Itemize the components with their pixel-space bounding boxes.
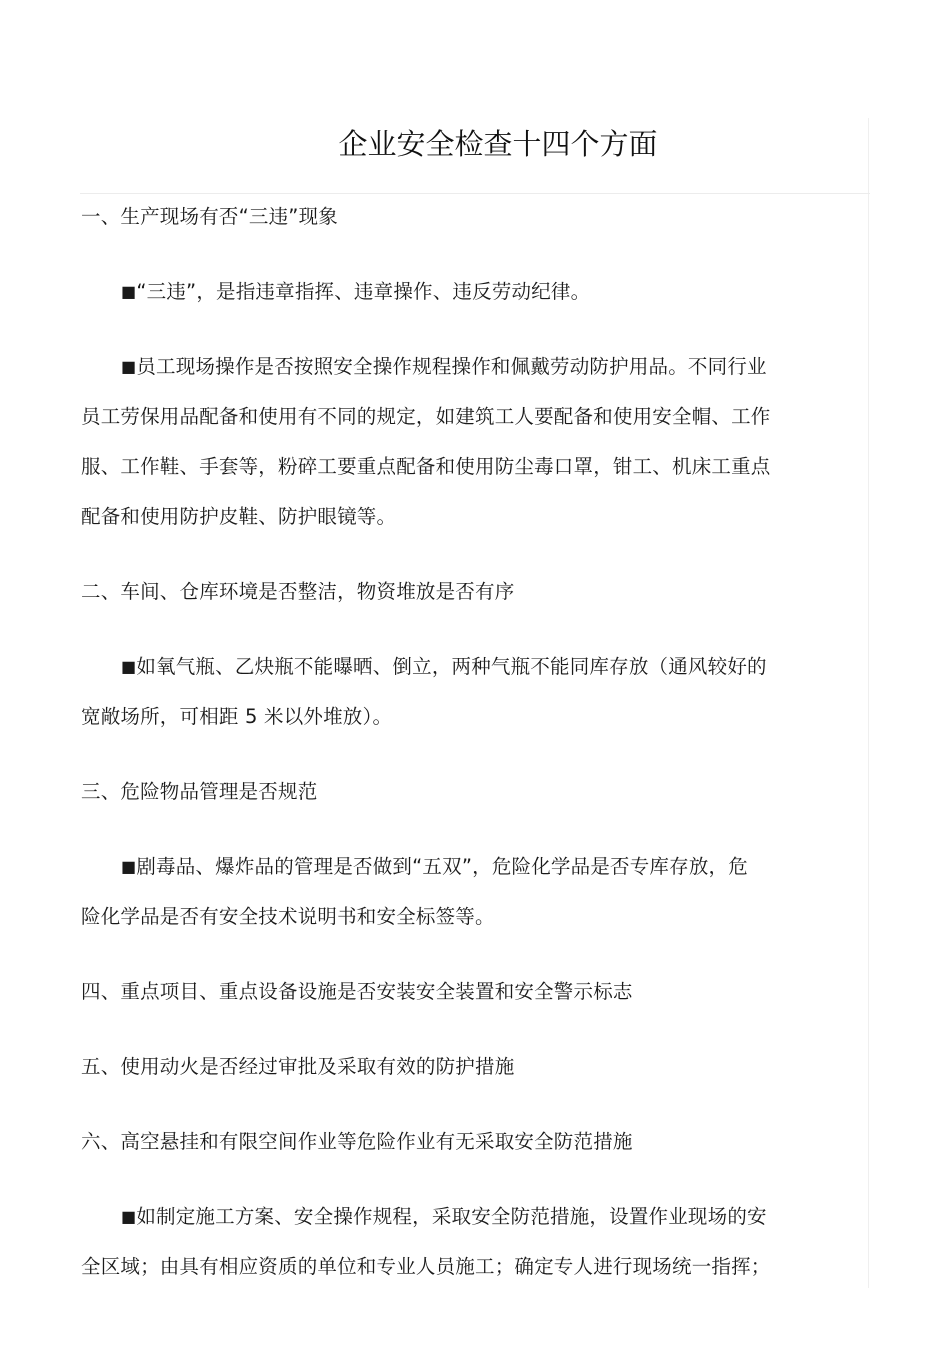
paragraph-line: ■剧毒品、爆炸品的管理是否做到“五双”，危险化学品是否专库存放，危 bbox=[121, 855, 748, 878]
section-heading-5: 五、使用动火是否经过审批及采取有效的防护措施 bbox=[81, 1055, 515, 1078]
paragraph-line: 宽敞场所，可相距 5 米以外堆放）。 bbox=[81, 705, 393, 728]
document-title: 企业安全检查十四个方面 bbox=[338, 127, 658, 161]
section-heading-4: 四、重点项目、重点设备设施是否安装安全装置和安全警示标志 bbox=[81, 980, 633, 1003]
paragraph-line: ■员工现场操作是否按照安全操作规程操作和佩戴劳动防护用品。不同行业 bbox=[121, 355, 767, 378]
paragraph-line: 员工劳保用品配备和使用有不同的规定，如建筑工人要配备和使用安全帽、工作 bbox=[81, 405, 771, 428]
paragraph-line: ■如氧气瓶、乙炔瓶不能曝晒、倒立，两种气瓶不能同库存放（通风较好的 bbox=[121, 655, 767, 678]
paragraph-line: 配备和使用防护皮鞋、防护眼镜等。 bbox=[81, 505, 397, 528]
paragraph-line: ■“三违”，是指违章指挥、违章操作、违反劳动纪律。 bbox=[121, 280, 591, 303]
square-bullet-icon: ■ bbox=[121, 657, 137, 676]
section-heading-3: 三、危险物品管理是否规范 bbox=[81, 780, 318, 803]
square-bullet-icon: ■ bbox=[121, 282, 137, 301]
section-heading-1: 一、生产现场有否“三违”现象 bbox=[81, 205, 339, 228]
square-bullet-icon: ■ bbox=[121, 357, 137, 376]
section-heading-2: 二、车间、仓库环境是否整洁，物资堆放是否有序 bbox=[81, 580, 515, 603]
document-body bbox=[81, 192, 817, 1292]
square-bullet-icon: ■ bbox=[121, 1207, 137, 1226]
paragraph-line: ■如制定施工方案、安全操作规程，采取安全防范措施，设置作业现场的安 bbox=[121, 1205, 767, 1228]
square-bullet-icon: ■ bbox=[121, 857, 137, 876]
paragraph-line: 服、工作鞋、手套等，粉碎工要重点配备和使用防尘毒口罩，钳工、机床工重点 bbox=[81, 455, 771, 478]
section-heading-6: 六、高空悬挂和有限空间作业等危险作业有无采取安全防范措施 bbox=[81, 1130, 633, 1153]
paragraph-line: 全区域；由具有相应资质的单位和专业人员施工；确定专人进行现场统一指挥； bbox=[81, 1255, 771, 1278]
paragraph-line: 险化学品是否有安全技术说明书和安全标签等。 bbox=[81, 905, 495, 928]
page-edge-divider bbox=[868, 118, 869, 1288]
